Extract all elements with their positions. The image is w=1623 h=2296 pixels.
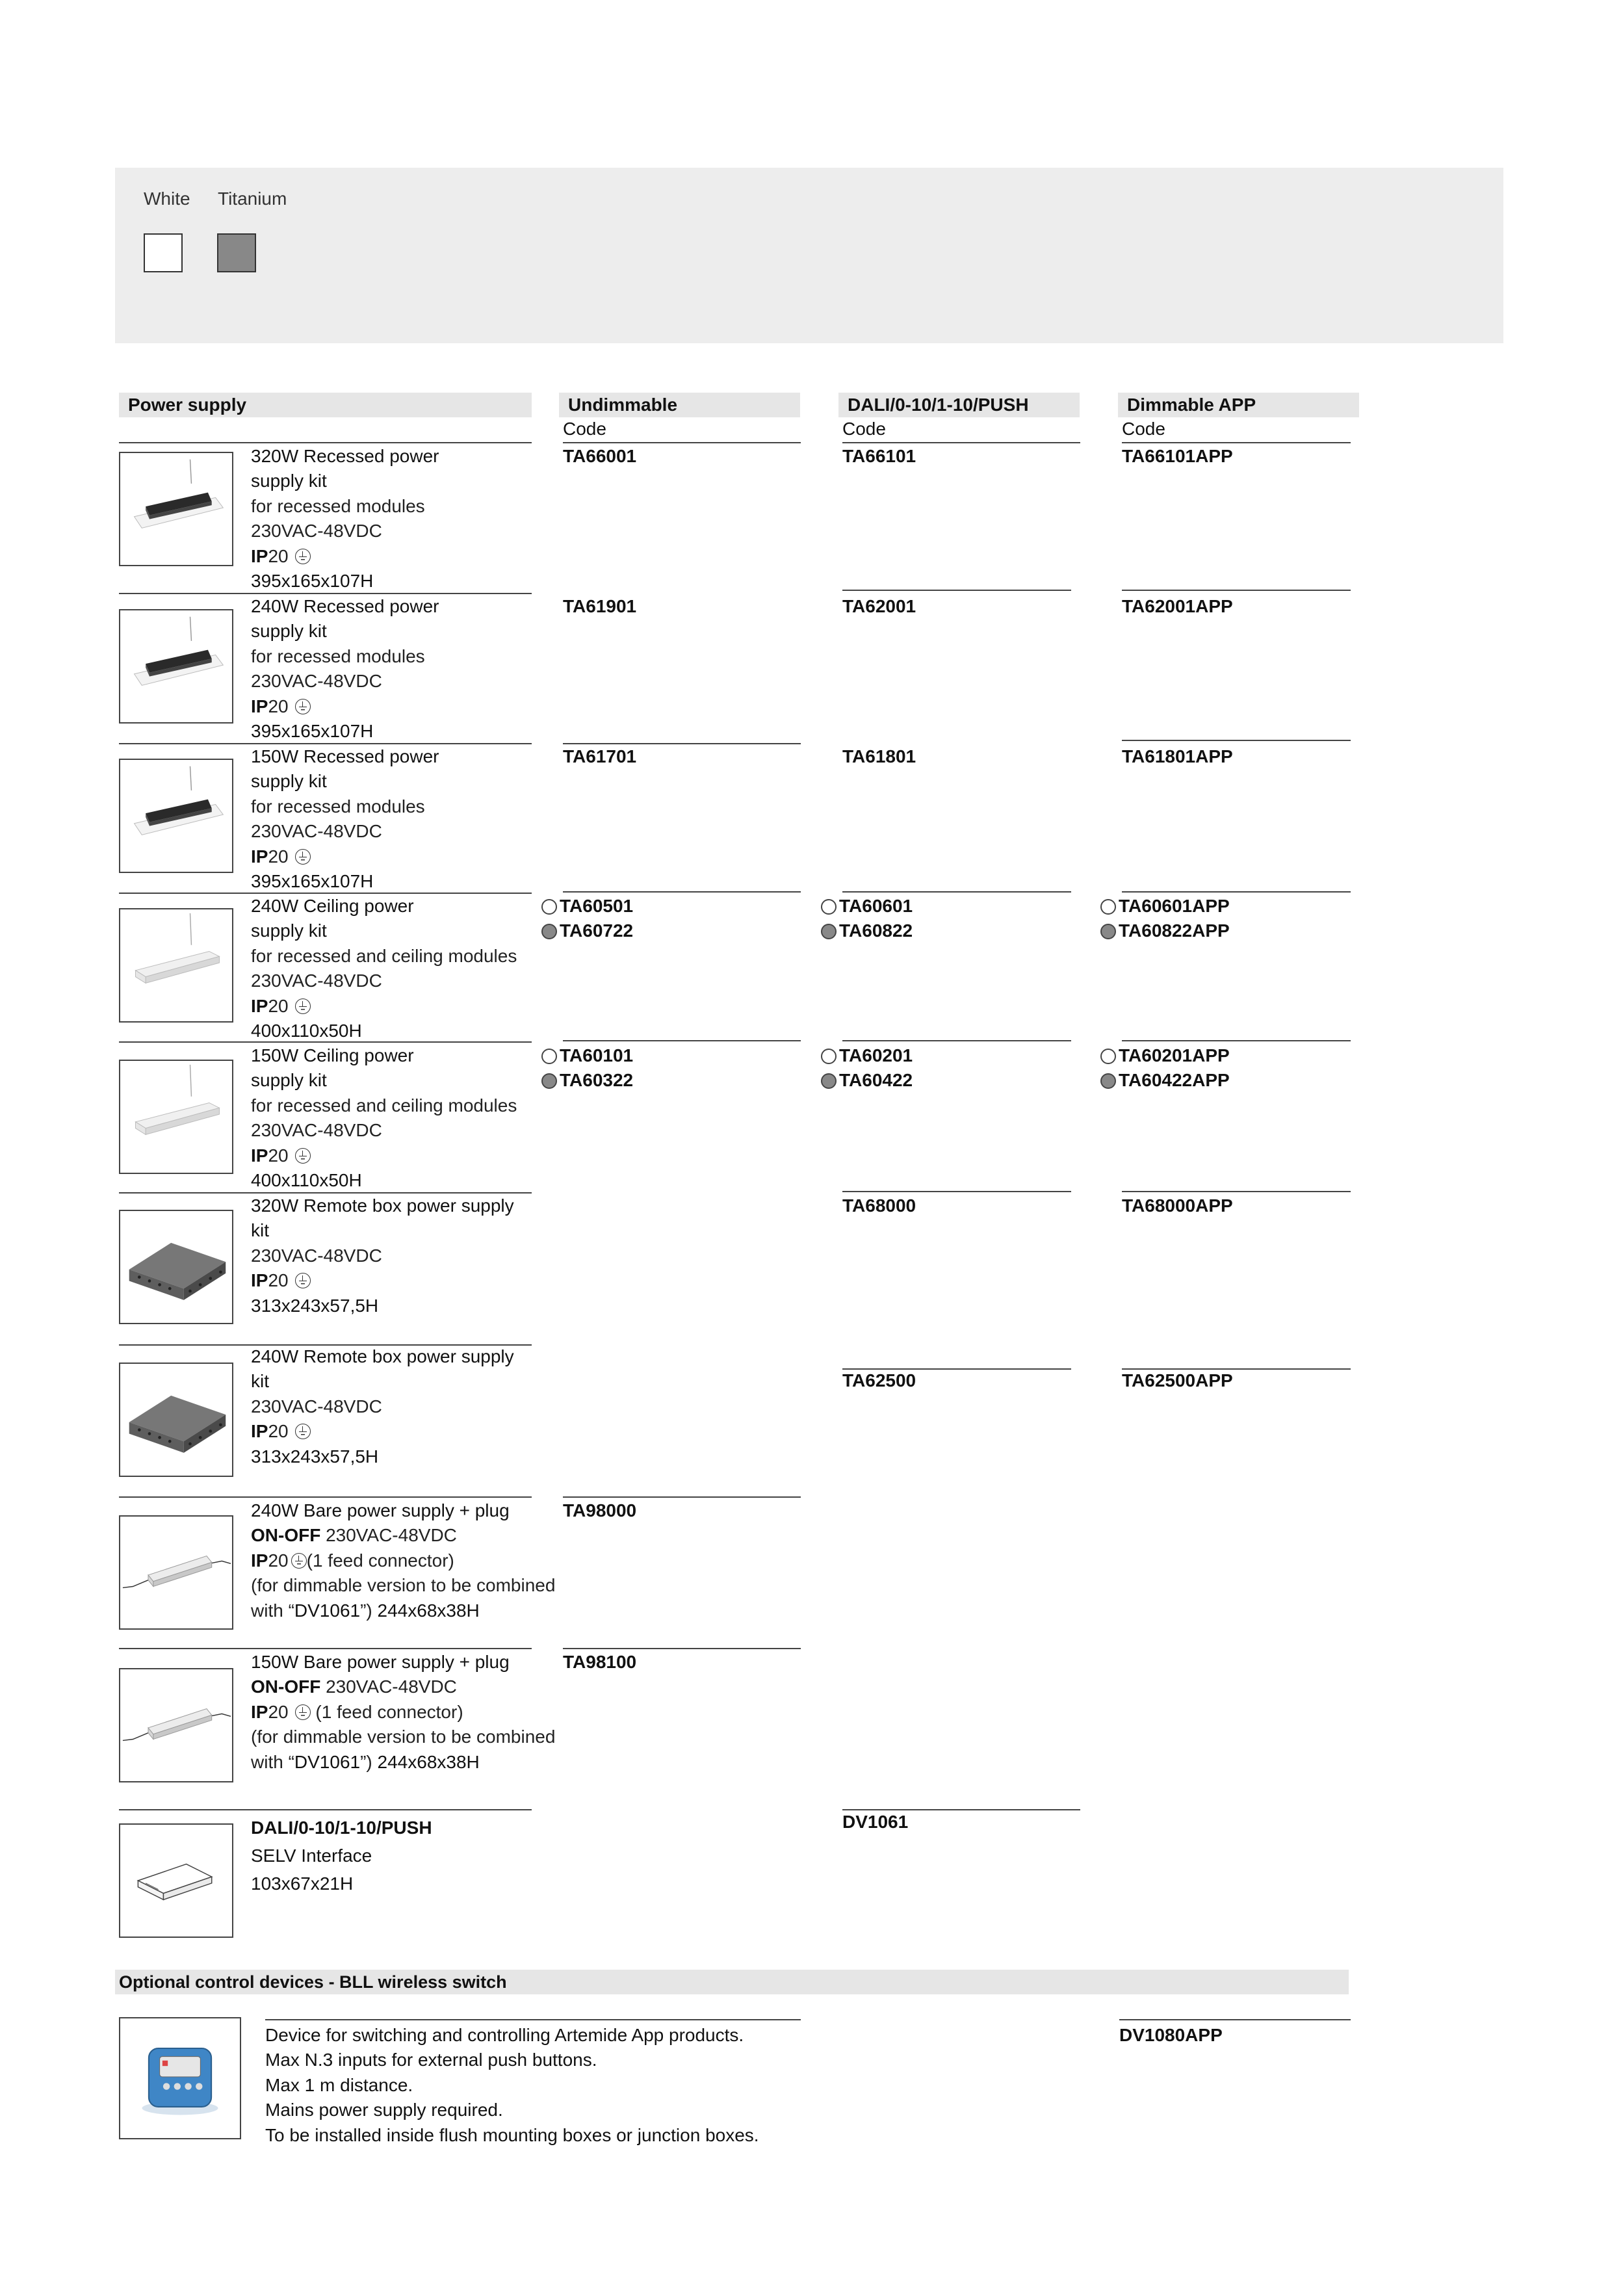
finish-panel — [115, 168, 1503, 343]
code-undimmable: TA98000 — [563, 1500, 637, 1520]
code-undimmable: TA66001 — [563, 446, 637, 466]
product-image-dali-interface — [119, 1823, 233, 1938]
ground-icon — [295, 849, 311, 865]
row-rule — [563, 1040, 801, 1041]
header-dimmable-app: Dimmable APP — [1118, 393, 1359, 417]
ground-icon — [295, 1424, 311, 1439]
code-app: TA68000APP — [1122, 1195, 1233, 1216]
ground-icon — [295, 998, 311, 1014]
finish-label-titanium: Titanium — [218, 189, 287, 209]
ground-icon — [295, 1704, 311, 1720]
code-undimmable: TA98100 — [563, 1652, 637, 1672]
row-rule — [1122, 1191, 1351, 1192]
titanium-finish-dot-icon — [1100, 924, 1116, 939]
white-finish-dot-icon — [821, 899, 837, 915]
product-description: 240W Remote box power supply kit 230VAC-48VDC IP20 313x243x57,5H — [251, 1346, 514, 1467]
product-description: 240W Bare power supply + plug ON-OFF 230VAC-48VDC IP20 (1 feed connector) (for dimmable version to be combined with “DV1061”) 244x68x38H — [251, 1500, 556, 1621]
ground-icon — [295, 1273, 311, 1288]
product-description: 150W Recessed power supply kit for recessed modules 230VAC-48VDC IP20 395x165x107H — [251, 746, 439, 892]
product-image-recessed-150w — [119, 759, 233, 873]
row-rule — [563, 442, 801, 443]
header-power-supply: Power supply — [119, 393, 532, 417]
titanium-finish-dot-icon — [541, 1073, 557, 1089]
product-description: DALI/0-10/1-10/PUSH SELV Interface 103x67x21H — [251, 1818, 432, 1894]
code-undimmable: TA60501 TA60722 — [541, 894, 633, 944]
row-rule — [265, 2019, 801, 2020]
row-rule — [563, 1648, 801, 1649]
row-rule — [1119, 2019, 1351, 2020]
product-image-recessed-240w — [119, 609, 233, 724]
row-rule — [842, 442, 1080, 443]
optional-section-title: Optional control devices - BLL wireless switch — [115, 1970, 1349, 1994]
white-finish-dot-icon — [1100, 1049, 1116, 1064]
code-dali: TA60601 TA60822 — [821, 894, 913, 944]
product-description: 150W Bare power supply + plug ON-OFF 230VAC-48VDC IP20 (1 feed connector) (for dimmable version to be combined with “DV1061”) 244x68x38H — [251, 1652, 556, 1772]
product-description: 320W Recessed power supply kit for recessed modules 230VAC-48VDC IP20 395x165x107H — [251, 446, 439, 592]
white-finish-dot-icon — [541, 899, 557, 915]
code-label-dali: Code — [842, 419, 886, 439]
ground-icon — [291, 1553, 307, 1569]
code-app: TA62500APP — [1122, 1370, 1233, 1390]
row-rule — [842, 891, 1071, 893]
white-finish-dot-icon — [1100, 899, 1116, 915]
titanium-finish-dot-icon — [821, 924, 837, 939]
row-rule — [842, 1040, 1071, 1041]
row-rule — [119, 1648, 532, 1649]
product-image-remote-240w — [119, 1363, 233, 1477]
product-description: 240W Recessed power supply kit for recessed modules 230VAC-48VDC IP20 395x165x107H — [251, 596, 439, 742]
optional-description: Device for switching and controlling Artemide App products. Max N.3 inputs for external push buttons. Max 1 m distance. Mains power supply required. To be installed inside flush mounting boxes or junction boxes. — [265, 2025, 759, 2145]
row-rule — [1122, 740, 1351, 741]
row-rule — [1122, 1040, 1351, 1041]
row-rule — [119, 442, 532, 443]
product-image-remote-320w — [119, 1210, 233, 1324]
code-app: TA60601APP TA60822APP — [1100, 894, 1230, 944]
row-rule — [1122, 442, 1351, 443]
product-description: 320W Remote box power supply kit 230VAC-48VDC IP20 313x243x57,5H — [251, 1195, 514, 1316]
product-image-ceiling-150w — [119, 1060, 233, 1174]
product-description: 150W Ceiling power supply kit for recessed and ceiling modules 230VAC-48VDC IP20 400x110x50H — [251, 1045, 517, 1191]
titanium-finish-dot-icon — [821, 1073, 837, 1089]
white-finish-dot-icon — [821, 1049, 837, 1064]
product-image-bare-150w — [119, 1668, 233, 1782]
code-app: TA66101APP — [1122, 446, 1233, 466]
code-app: TA61801APP — [1122, 746, 1233, 766]
ground-icon — [295, 699, 311, 714]
code-dali: TA60201 TA60422 — [821, 1043, 913, 1093]
product-description: 240W Ceiling power supply kit for recessed and ceiling modules 230VAC-48VDC IP20 400x110x50H — [251, 896, 517, 1041]
code-undimmable: TA60101 TA60322 — [541, 1043, 633, 1093]
code-dali: TA62001 — [842, 596, 916, 616]
code-app: TA60201APP TA60422APP — [1100, 1043, 1230, 1093]
code-dali: TA68000 — [842, 1195, 916, 1216]
code-dali: TA66101 — [842, 446, 916, 466]
swatch-white — [144, 233, 183, 272]
row-rule — [842, 1191, 1071, 1192]
ground-icon — [295, 549, 311, 564]
code-undimmable: TA61901 — [563, 596, 637, 616]
product-image-recessed-320w — [119, 452, 233, 566]
swatch-titanium — [217, 233, 256, 272]
code-undimmable: TA61701 — [563, 746, 637, 766]
product-image-bll-switch — [119, 2017, 241, 2139]
row-rule — [1122, 590, 1351, 591]
header-undimmable: Undimmable — [559, 393, 800, 417]
product-image-bare-240w — [119, 1515, 233, 1630]
code-optional: DV1080APP — [1119, 2025, 1223, 2045]
row-rule — [119, 1809, 532, 1810]
row-rule — [1122, 891, 1351, 893]
code-dali: TA61801 — [842, 746, 916, 766]
code-label-app: Code — [1122, 419, 1165, 439]
titanium-finish-dot-icon — [541, 924, 557, 939]
row-rule — [563, 891, 801, 893]
code-label-undimmable: Code — [563, 419, 606, 439]
code-app: TA62001APP — [1122, 596, 1233, 616]
row-rule — [563, 1496, 801, 1498]
white-finish-dot-icon — [541, 1049, 557, 1064]
titanium-finish-dot-icon — [1100, 1073, 1116, 1089]
code-dali: TA62500 — [842, 1370, 916, 1390]
code-dali: DV1061 — [842, 1812, 909, 1832]
product-image-ceiling-240w — [119, 908, 233, 1023]
row-rule — [842, 590, 1071, 591]
finish-label-white: White — [144, 189, 190, 209]
row-rule — [119, 1496, 532, 1498]
ground-icon — [295, 1148, 311, 1164]
header-dali: DALI/0-10/1-10/PUSH — [838, 393, 1080, 417]
